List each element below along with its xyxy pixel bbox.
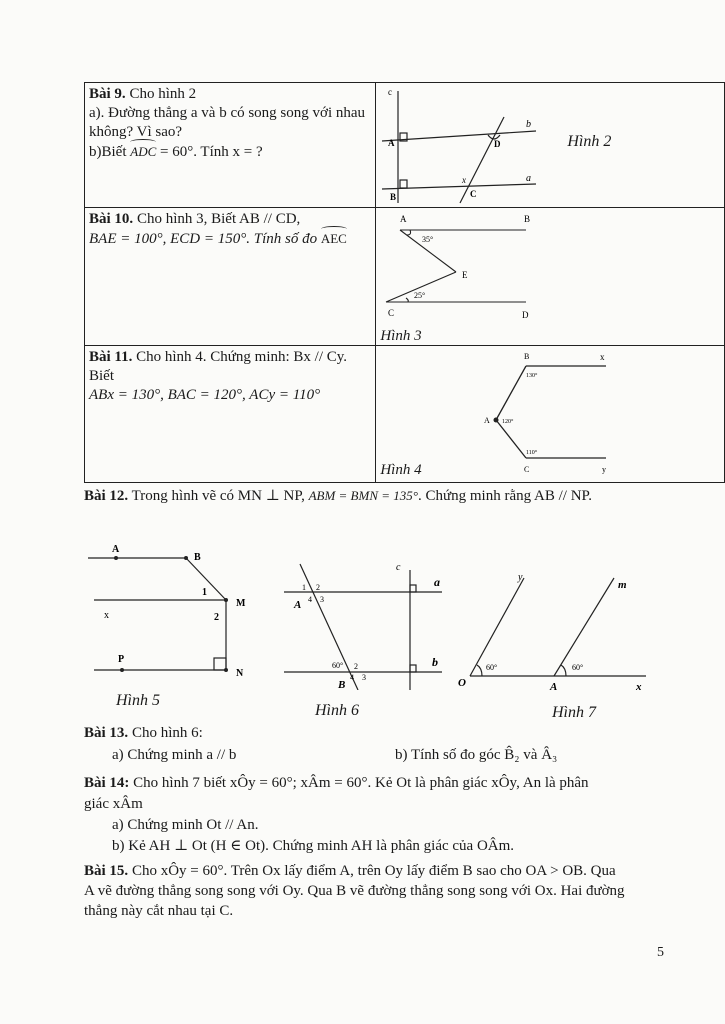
bai10-line1: Cho hình 3, Biết AB // CD,	[133, 211, 301, 227]
fig5-label-A: A	[112, 544, 120, 555]
bai14-title: Bài 14:	[84, 775, 130, 791]
fig6-label-B2: 2	[354, 662, 358, 671]
fig5-caption: Hình 5	[116, 692, 160, 709]
fig4-label-x: x	[600, 352, 605, 362]
fig6-label-A2: 2	[316, 583, 320, 592]
fig7-label-x: x	[636, 681, 642, 690]
bai9-intro: Cho hình 2	[125, 86, 197, 102]
fig6-label-A: A	[294, 599, 302, 611]
fig6-label-A4: 4	[308, 595, 312, 604]
bai11-line1: Cho hình 4. Chứng minh: Bx // Cy. Biết	[89, 349, 348, 384]
bai13-part-b: b) Tính số đo góc B̂₂ và Â₃	[395, 747, 558, 763]
bai12-text	[84, 486, 592, 506]
fig7-label-O: O	[458, 677, 466, 689]
fig2-label-c: c	[388, 87, 393, 97]
bai15-line3: thẳng này cắt nhau tại C.	[84, 903, 234, 919]
bai9-part-a: a). Đường thẳng a và b có song song với nhau không? Vì sao?	[89, 105, 366, 140]
bai9-title: Bài 9.	[89, 86, 126, 102]
fig5-label-B: B	[194, 552, 201, 563]
bai13-intro: Cho hình 6:	[128, 725, 203, 741]
fig7-angle-60-b: 60°	[572, 663, 584, 672]
fig6-caption: Hình 6	[315, 702, 359, 719]
bai13-title: Bài 13.	[84, 725, 129, 741]
bai9-figure-cell	[376, 83, 725, 208]
bai14-line1: Cho hình 7 biết xÔy = 60°; xÂm = 60°. Kẻ Ot là phân giác xÔy, An là phân	[129, 775, 589, 791]
fig6-label-A3: 3	[320, 595, 324, 604]
fig2-caption: Hình 2	[567, 133, 612, 150]
fig6-label-A1: 1	[302, 583, 306, 592]
figures-row	[84, 540, 664, 690]
fig3-angle-25: 25°	[414, 291, 426, 300]
fig5-label-N: N	[236, 668, 244, 679]
figure-3	[376, 208, 725, 345]
bai13-heading	[84, 724, 203, 743]
fig4-label-A: A	[484, 416, 491, 425]
fig6-label-b: b	[432, 655, 438, 669]
fig2-label-A: A	[388, 138, 395, 148]
fig7-caption: Hình 7	[552, 704, 596, 721]
fig3-label-A: A	[400, 214, 407, 224]
bai9-angle-adc: ADC	[130, 144, 157, 159]
fig5-label-x: x	[104, 610, 109, 621]
bai11-title: Bài 11.	[89, 349, 133, 365]
fig6-angle-60: 60°	[332, 661, 344, 670]
fig2-label-a: a	[526, 173, 532, 184]
bai14-part-a: a) Chứng minh Ot // An.	[112, 817, 259, 833]
bai9-text-cell	[85, 83, 376, 208]
bai11-figure-cell	[376, 346, 725, 483]
fig5-label-1: 1	[202, 587, 207, 598]
fig6-label-a: a	[434, 575, 440, 589]
bai9-part-b-pre: b)Biết	[89, 144, 131, 160]
fig4-label-y: y	[602, 465, 607, 474]
bai11-line2: ABx = 130°, BAC = 120°, ACy = 110°	[89, 387, 321, 403]
fig3-label-E: E	[462, 270, 468, 280]
fig2-label-C: C	[470, 189, 477, 199]
fig6-label-c: c	[396, 562, 401, 573]
bai13-part-a: a) Chứng minh a // b	[112, 747, 237, 763]
bai14-line2: giác xÂm	[84, 796, 143, 812]
fig7-label-A: A	[550, 681, 558, 690]
fig7-label-y: y	[518, 572, 523, 583]
fig5-label-2: 2	[214, 612, 219, 623]
bai10-line2-pre: BAE = 100°, ECD = 150°. Tính số đo	[89, 231, 321, 247]
fig4-caption: Hình 4	[380, 462, 422, 478]
bai10-figure-cell	[376, 208, 725, 346]
bai10-angle-aec: AEC	[320, 231, 347, 246]
fig3-caption: Hình 3	[380, 328, 422, 344]
bai15-line2: A vẽ đường thẳng song song với Oy. Qua B vẽ đường thẳng song song với Ox. Hai đường	[84, 883, 625, 899]
fig4-label-C: C	[524, 465, 530, 474]
bai12-angles: ABM = BMN = 135°	[308, 488, 418, 503]
page-number: 5	[657, 945, 664, 960]
fig3-label-D: D	[522, 310, 529, 320]
fig2-label-x: x	[462, 175, 467, 185]
fig2-label-B: B	[390, 192, 397, 202]
bai15-line1: Cho xÔy = 60°. Trên Ox lấy điểm A, trên Oy lấy điểm B sao cho OA > OB. Qua	[128, 863, 616, 879]
fig7-angle-60-a: 60°	[486, 663, 498, 672]
fig4-label-B: B	[524, 352, 530, 361]
bai9-part-b-post: = 60°. Tính x = ?	[156, 144, 263, 160]
fig2-label-b: b	[526, 119, 532, 130]
fig4-angle-110: 110°	[526, 450, 538, 456]
fig6-label-B4: 4	[350, 673, 354, 682]
fig3-angle-35: 35°	[422, 235, 434, 244]
exercise-table	[84, 82, 725, 483]
bai15-title: Bài 15.	[84, 863, 129, 879]
fig6-label-B3: 3	[362, 673, 366, 682]
fig7-label-m: m	[618, 579, 627, 591]
bai12-text-pre: Trong hình vẽ có MN ⊥ NP,	[128, 488, 309, 504]
bai11-text-cell	[85, 346, 376, 483]
bai15-line1-wrap	[84, 862, 616, 881]
fig3-label-B: B	[524, 214, 531, 224]
fig4-angle-130: 130°	[526, 373, 538, 379]
bai10-text-cell	[85, 208, 376, 346]
figure-4	[376, 346, 725, 482]
fig6-label-B: B	[338, 679, 346, 690]
fig4-angle-120: 120°	[502, 419, 514, 425]
fig2-label-D: D	[494, 139, 501, 149]
fig5-label-P: P	[118, 654, 125, 665]
bai12-text-post: . Chứng minh rằng AB // NP.	[417, 488, 592, 504]
fig5-label-M: M	[236, 598, 246, 609]
bai14-part-b: b) Kẻ AH ⊥ Ot (H ∈ Ot). Chứng minh AH là phân giác của OÂm.	[112, 838, 515, 854]
bai12-title: Bài 12.	[84, 488, 129, 504]
bai14-line1-wrap	[84, 774, 589, 793]
fig3-label-C: C	[388, 308, 395, 318]
figure-2	[376, 83, 725, 207]
bai10-title: Bài 10.	[89, 211, 134, 227]
